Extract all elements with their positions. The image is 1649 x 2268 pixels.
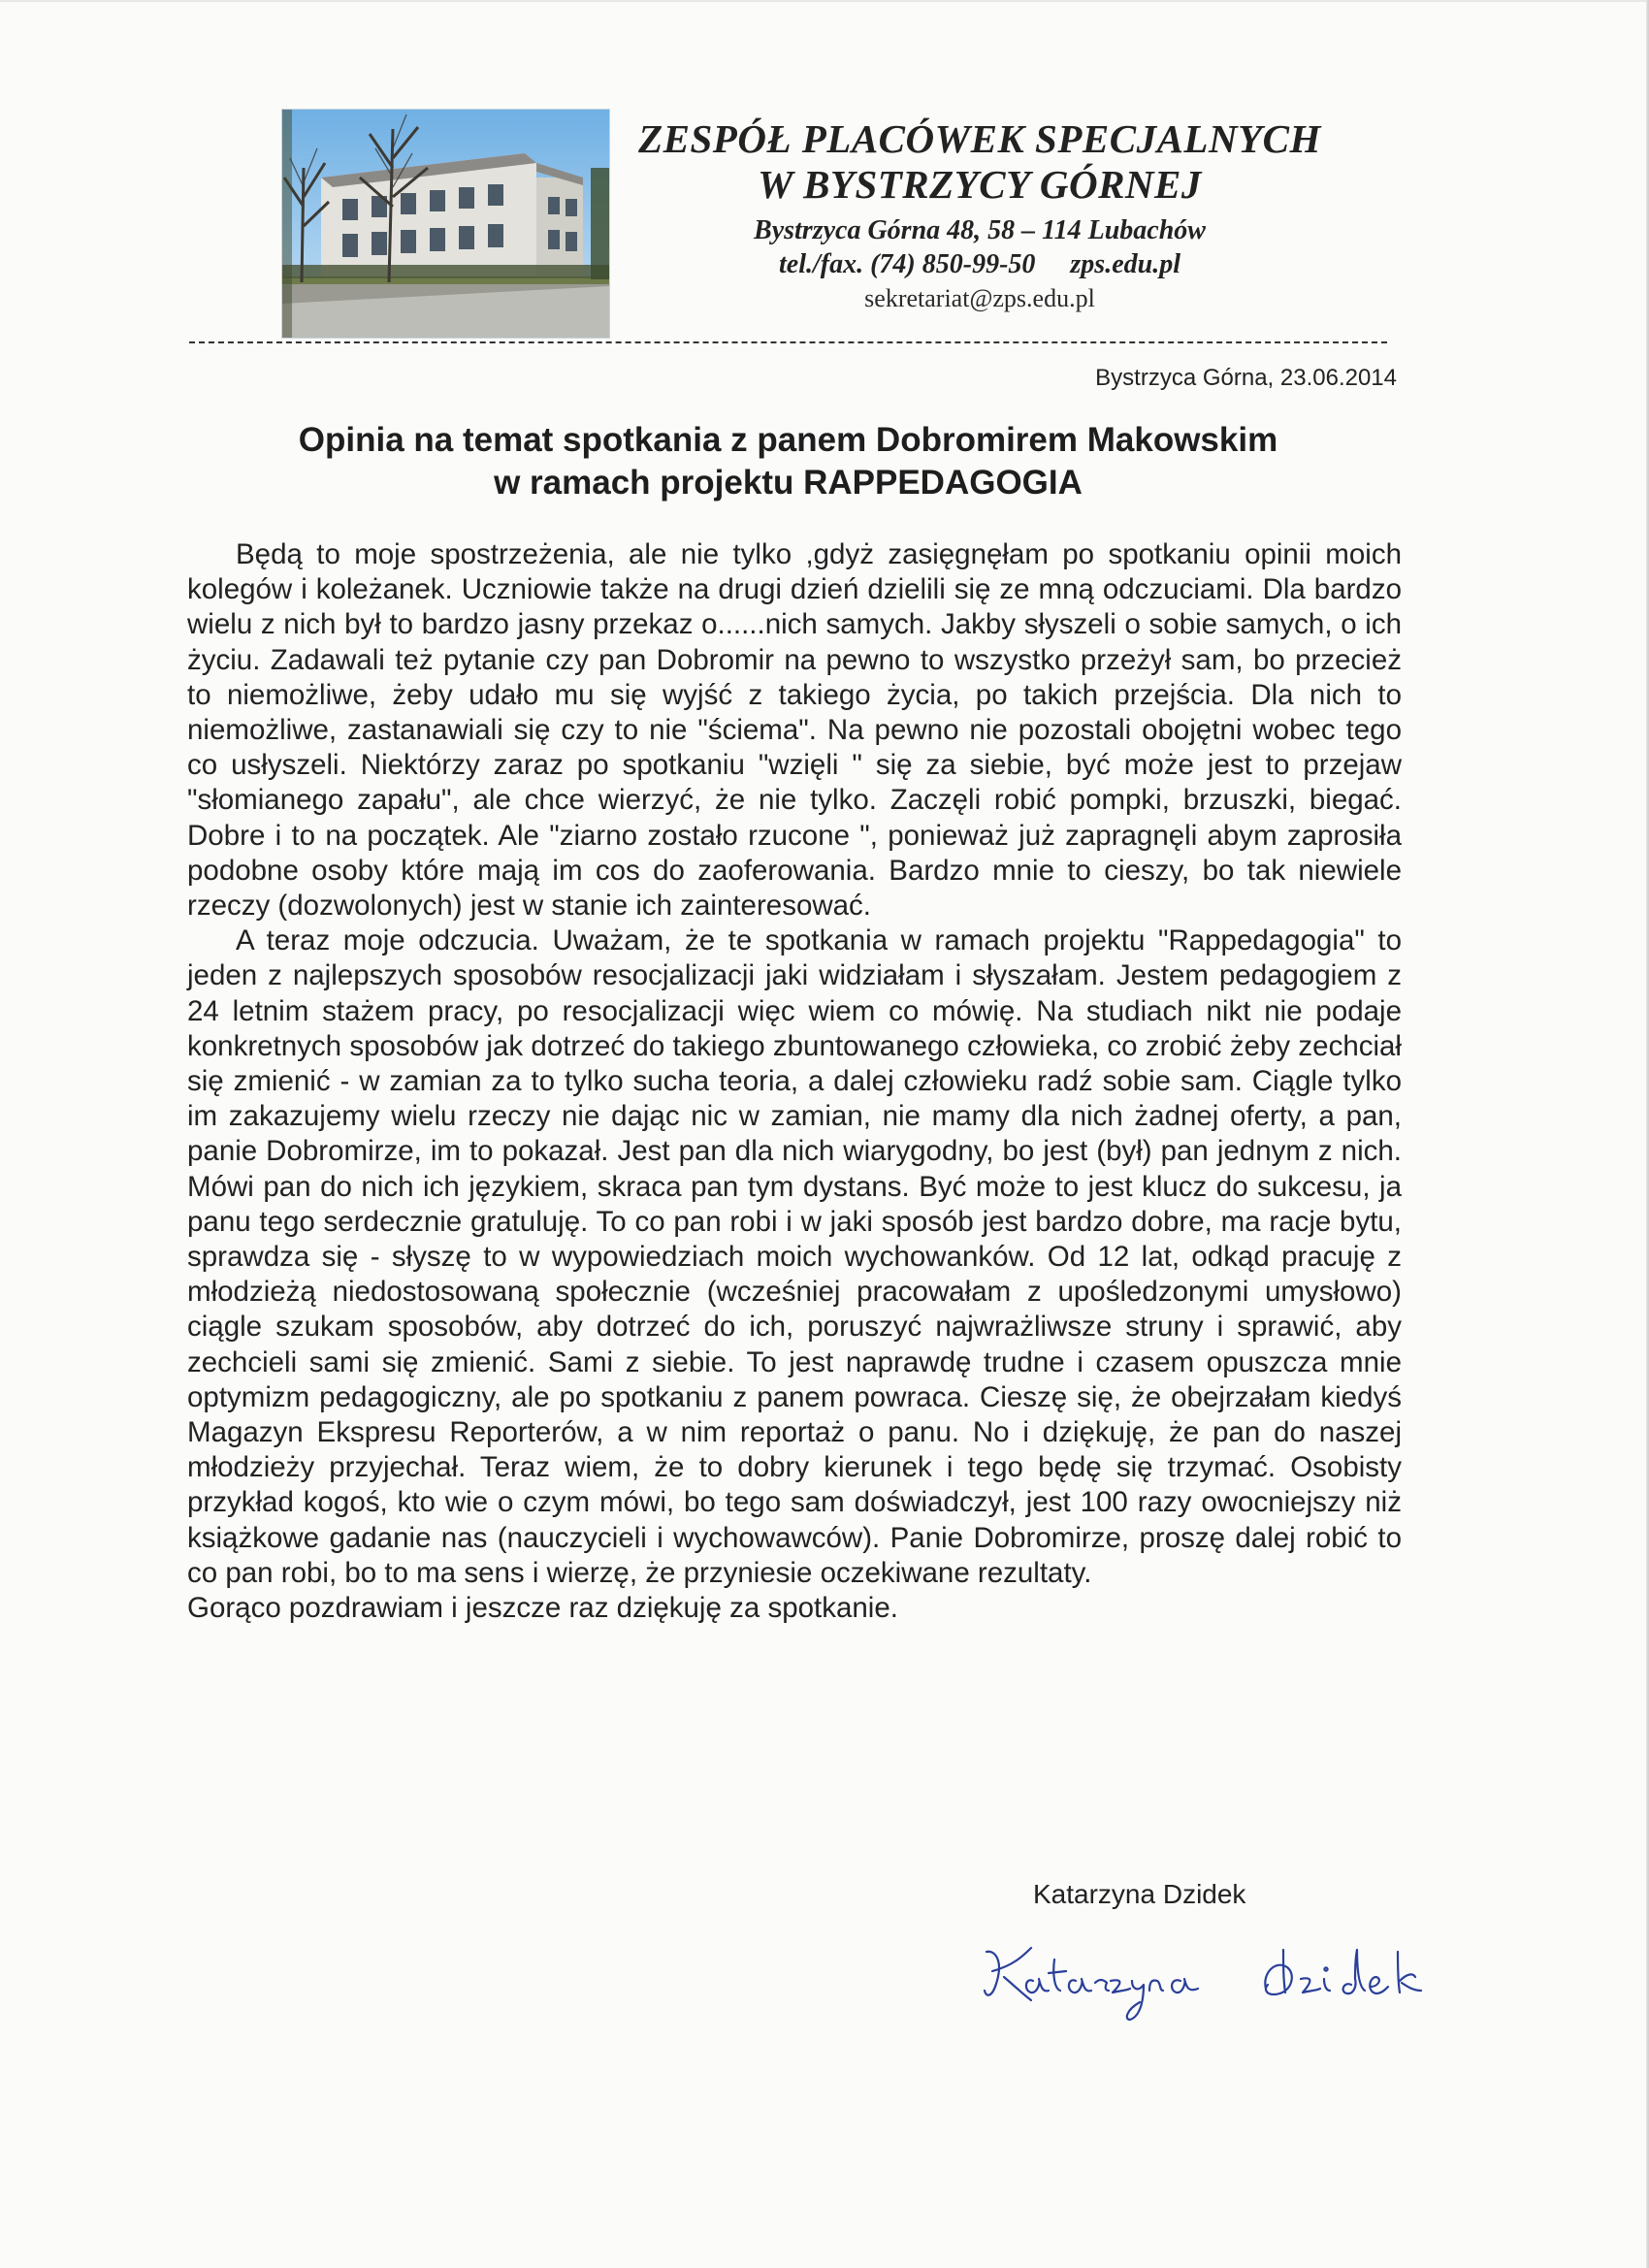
signer-name: Katarzyna Dzidek: [1033, 1879, 1246, 1909]
document-date: Bystrzyca Górna, 23.06.2014: [1095, 365, 1397, 391]
letterhead: [0, 0, 1649, 349]
email-address: sekretariat@zps.edu.pl: [864, 284, 1095, 312]
phone-number: tel./fax. (74) 850-99-50: [779, 249, 1036, 279]
closing-line: Gorąco pozdrawiam i jeszcze raz dziękuję za spotkanie.: [187, 1592, 898, 1625]
handwritten-signature: [975, 1930, 1460, 2023]
organization-location: W BYSTRZYCY GÓRNEJ: [758, 162, 1202, 207]
paragraph: A teraz moje odczucia. Uważam, że te spotkania w ramach projektu "Rappedagogia" to jeden z najlepszych sposobów resocjalizacji jaki widziałam i słyszałam. Jestem pedagogiem z 24 letnim stażem pracy, po resocjalizacji więc wiem co mówię. Na studiach nikt nie podaje konkretnych sposobów jak dotrzeć do takiego zbuntowanego człowieka, co zrobić żeby zechciał się zmienić - w zamian za to tylko sucha teoria, a dalej człowieku radź sobie sam. Ciągle tylko im zakazujemy wielu rzeczy nie dając nic w zamian, nie mamy dla nich żadnej oferty, a pan, panie Dobromirze, im to pokazał. Jest pan dla nich wiarygodny, bo jest (był) pan jednym z nich. Mówi pan do nich ich językiem, skraca pan tym dystans. Być może to jest klucz do sukcesu, ja panu tego serdecznie gratuluję. To co pan robi i w jaki sposób jest bardzo dobre, ma racje bytu, sprawdza się - słyszę to w wypowiedziach moich wychowanków. Od 12 lat, odkąd pracuję z młodzieżą niedostosowaną społecznie (wcześniej pracowałam z upośledzonymi umysłowo) ciągle szukam sposobów, aby dotrzeć do ich, poruszyć najwrażliwsze struny i sprawić, aby zechcieli sami się zmienić. Sami z siebie. To jest naprawdę trudne i czasem opuszcza mnie optymizm pedagogiczny, ale po spotkaniu z panem powraca. Cieszę się, że obejrzałam kiedyś Magazyn Ekspresu Reporterów, a w nim reportaż o panu. No i dziękuję, że pan do naszej młodzieży przyjechał. Teraz wiem, że to dobry kierunek i tego będę się trzymać. Osobisty przykład kogoś, kto wie o czym mówi, bo tego sam doświadczył, jest 100 razy owocniejszy niż książkowe gadanie nas (nauczycieli i wychowawców). Panie Dobromirze, proszę dalej robić to co pan robi, bo to ma sens i wierzę, że przyniesie oczekiwane rezultaty.: [187, 924, 1402, 1589]
paragraph: Będą to moje spostrzeżenia, ale nie tylko ,gdyż zasięgnęłam po spotkaniu opinii moich kolegów i koleżanek. Uczniowie także na drugi dzień dzielili się ze mną odczuciami. Dla bardzo wielu z nich był to bardzo jasny przekaz o......nich samych. Jakby słyszeli o sobie samych, o ich życiu. Zadawali też pytanie czy pan Dobromir na pewno to wszystko przeżył sam, bo przecież to niemożliwe, żeby udało mu się wyjść z takiego życia, po takich przejścia. Dla nich to niemożliwe, zastanawiali się czy to nie "ściema". Na pewno nie pozostali obojętni wobec tego co usłyszeli. Niektórzy zaraz po spotkaniu "wzięli " się za siebie, być może jest to przejaw "słomianego zapału", ale chce wierzyć, że nie tylko. Zaczęli robić pompki, brzuszki, biegać. Dobre i to na początek. Ale "ziarno zostało rzucone ", ponieważ już zapragnęli abym zaprosiła podobne osoby które mają im cos do zaoferowania. Bardzo mnie to cieszy, bo tak niewiele rzeczy (dozwolonych) jest w stanie ich zainteresować.: [187, 538, 1402, 923]
school-building-photo: [281, 109, 610, 339]
organization-name: ZESPÓŁ PLACÓWEK SPECJALNYCH: [638, 116, 1321, 161]
letter-body: [187, 537, 1402, 1626]
organization-header: [621, 116, 1339, 316]
document-title: [189, 419, 1387, 504]
organization-address: Bystrzyca Górna 48, 58 – 114 Lubachów: [754, 215, 1206, 245]
title-line-2: w ramach projektu RAPPEDAGOGIA: [494, 464, 1083, 502]
contact-line: [621, 248, 1339, 281]
website: zps.edu.pl: [1070, 249, 1180, 279]
header-divider: [189, 341, 1387, 343]
title-line-1: Opinia na temat spotkania z panem Dobromirem Makowskim: [298, 421, 1278, 459]
